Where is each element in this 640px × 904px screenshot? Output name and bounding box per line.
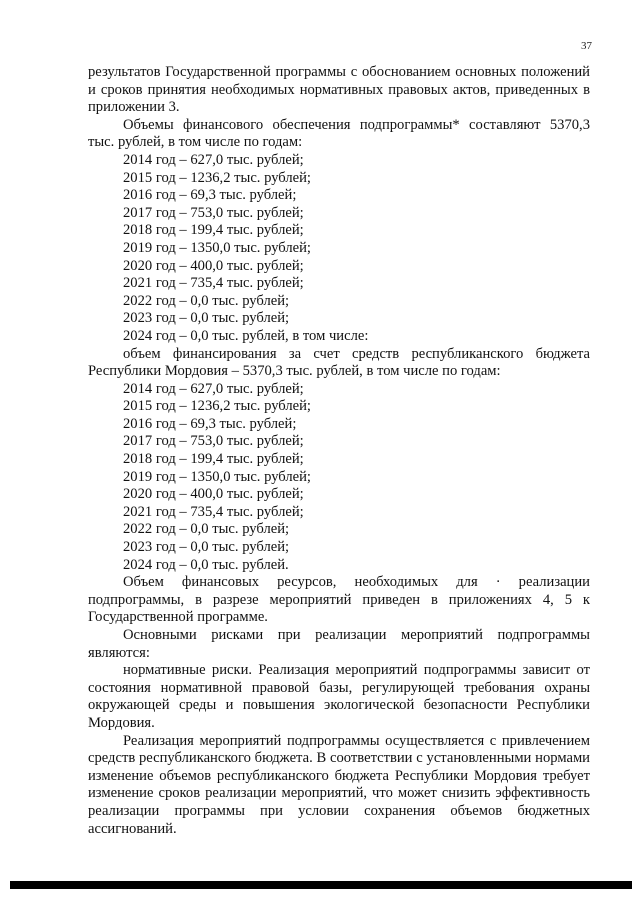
year-total-2021: 2021 год – 735,4 тыс. рублей; (123, 275, 304, 292)
year-budget-2024: 2024 год – 0,0 тыс. рублей. (123, 556, 289, 573)
year-budget-2020: 2020 год – 400,0 тыс. рублей; (123, 486, 304, 503)
year-budget-2014: 2014 год – 627,0 тыс. рублей; (123, 380, 304, 397)
year-budget-2016: 2016 год – 69,3 тыс. рублей; (123, 415, 297, 432)
paragraph-normative-risks: нормативные риски. Реализация мероприятий подпрограммы зависит от состояния нормативной правовой базы, регулирующей требования охраны окружающей среды и повышения экологической безопасности Республики Мордовия. (88, 662, 590, 731)
year-budget-2023: 2023 год – 0,0 тыс. рублей; (123, 539, 290, 556)
year-total-2023: 2023 год – 0,0 тыс. рублей; (123, 310, 290, 327)
year-budget-2021: 2021 год – 735,4 тыс. рублей; (123, 503, 304, 520)
years-budget-list (88, 381, 590, 575)
year-total-2018: 2018 год – 199,4 тыс. рублей; (123, 222, 304, 239)
year-budget-2015: 2015 год – 1236,2 тыс. рублей; (123, 398, 311, 415)
paragraph-implementation: Реализация мероприятий подпрограммы осуществляется с привлечением средств республиканского бюджета. В соответствии с установленными нормами изменение объемов республиканского бюджета Республики Мордовия требует изменение сроков реализации мероприятий, что может снизить эффективность реализации программы при условии сохранения объемов бюджетных ассигнований. (88, 732, 590, 837)
year-total-2022: 2022 год – 0,0 тыс. рублей; (123, 292, 290, 309)
year-total-2019: 2019 год – 1350,0 тыс. рублей; (123, 239, 311, 256)
year-total-2017: 2017 год – 753,0 тыс. рублей; (123, 204, 304, 221)
page-number: 37 (581, 40, 592, 52)
year-total-2014: 2014 год – 627,0 тыс. рублей; (123, 151, 304, 168)
paragraph-risks-intro: Основными рисками при реализации мероприятий подпрограммы являются: (88, 627, 590, 661)
year-total-2015: 2015 год – 1236,2 тыс. рублей; (123, 169, 311, 186)
paragraph-funding-volume: Объемы финансового обеспечения подпрограммы* составляют 5370,3 тыс. рублей, в том числе по годам: (88, 116, 590, 151)
paragraph-financial-resources: Объем финансовых ресурсов, необходимых для · реализации подпрограммы, в разрезе мероприятий приведен в приложениях 4, 5 к Государственной программе. (88, 574, 590, 626)
year-budget-2022: 2022 год – 0,0 тыс. рублей; (123, 521, 290, 538)
years-total-list (88, 152, 590, 346)
year-budget-2018: 2018 год – 199,4 тыс. рублей; (123, 451, 304, 468)
year-total-2016: 2016 год – 69,3 тыс. рублей; (123, 187, 297, 204)
year-budget-2019: 2019 год – 1350,0 тыс. рублей; (123, 468, 311, 485)
year-total-2024: 2024 год – 0,0 тыс. рублей, в том числе: (123, 327, 369, 344)
paragraph-results: результатов Государственной программы с обоснованием основных положений и сроков принятия необходимых нормативных правовых актов, приведенных в приложении 3. (88, 64, 590, 116)
page-bottom-edge (10, 881, 632, 889)
document-body (88, 64, 590, 838)
year-total-2020: 2020 год – 400,0 тыс. рублей; (123, 257, 304, 274)
paragraph-republic-budget: объем финансирования за счет средств республиканского бюджета Республики Мордовия – 5370,3 тыс. рублей, в том числе по годам: (88, 345, 590, 380)
year-budget-2017: 2017 год – 753,0 тыс. рублей; (123, 433, 304, 450)
